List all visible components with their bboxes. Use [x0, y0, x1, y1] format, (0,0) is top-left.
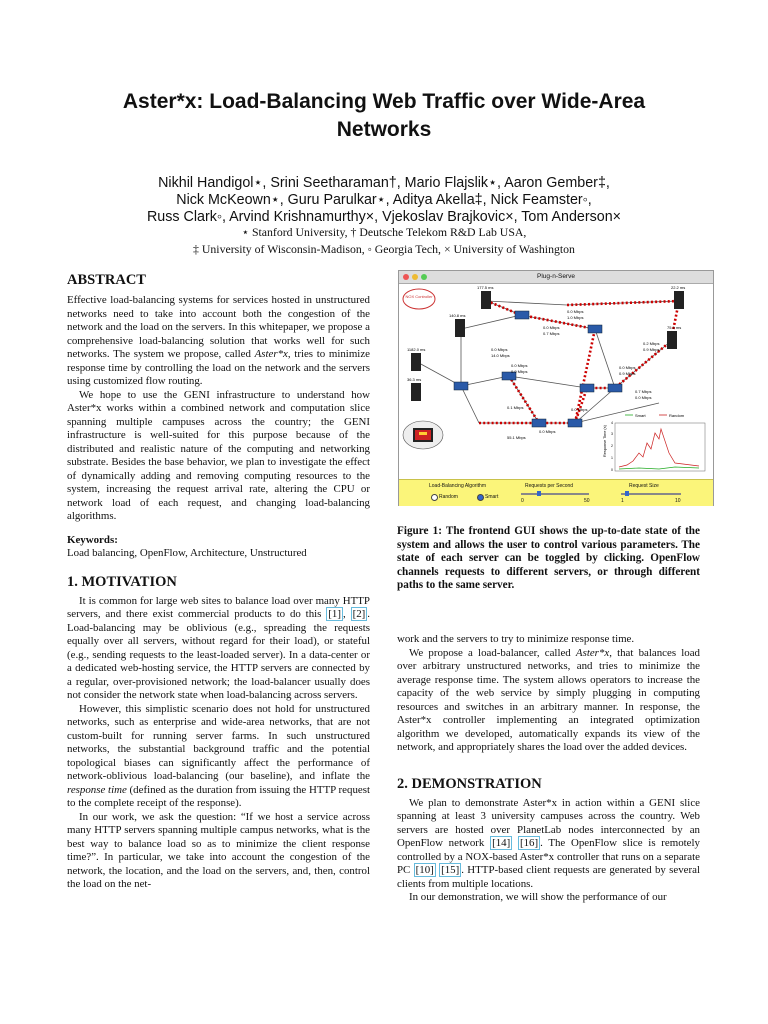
link-label: 0.0 Mbps [635, 395, 652, 400]
motivation-paragraph-3: In our work, we ask the question: “If we host a service across many HTTP servers spanning multiple campus networks, what is the best way to balance load so as to minimize the client response time?”. In particular, we take into account the congestion of the network, the location, and the load on the servers, and, then, control the load on the net- [67, 810, 370, 890]
server-latency: 140.8 ms [449, 313, 466, 318]
motivation-paragraph-2 [67, 703, 370, 811]
server-latency: 36.3 ms [407, 377, 422, 382]
abstract-text: Effective load-balancing systems for services hosted in unstructured networks need to take into account both the congestion of the network and the load on the servers. In this whitepaper, we propose a comprehensive load-balancing solution that works well for such networks. The system we propose, called [67, 294, 370, 360]
server-icon[interactable] [411, 353, 421, 371]
motivation-paragraph-4 [397, 647, 700, 755]
author-line-3: Russ Clark◦, Arvind Krishnamurthy×, Vjekoslav Brajkovic×, Tom Anderson× [146, 209, 622, 225]
y-tick: 0 [611, 468, 613, 472]
abstract-paragraph-2: We hope to use the GENI infrastructure to understand how Aster*x works within a combined network and computation slice spanning multiple campuses across the country; the GENI infrastructure is well-suited for this purpose because of the distributed and realistic nature of the computing and networking substrate. Besides the base behavior, we plan to investigate the effect of dynamically adding and removing computing resources to the system, increasing the request arrival rate, altering the CPU or network load of each request, and changing load-balancing algorithms. [67, 388, 370, 522]
server-latency: 177.5 ms [477, 285, 494, 290]
demonstration-paragraph-1 [397, 797, 700, 892]
y-axis-label: Response Time (s) [603, 425, 607, 457]
link-label: 0.0 Mbps [511, 363, 528, 368]
server-icon[interactable] [667, 331, 677, 349]
motivation-text: It is common for large web sites to balance load over many HTTP servers, and there exist commercial products to do this [67, 594, 370, 620]
abstract-paragraph-1 [67, 294, 370, 389]
affiliation-line-2: ‡ University of Wisconsin-Madison, ◦ Georgia Tech, × University of Washington [193, 242, 575, 256]
citation-link[interactable]: [10] [415, 864, 434, 876]
keywords-label [67, 534, 370, 548]
size-tick: 10 [675, 498, 681, 504]
demo-text: We plan to demonstrate Aster*x in action within a GENI slice spanning at least 3 university campuses across the country. Web servers are hosted over PlanetLab nodes interconnected by an OpenFlow network [397, 796, 700, 849]
control-panel [399, 479, 713, 506]
demonstration-heading: 2. DEMONSTRATION [397, 775, 542, 792]
server-icon[interactable] [674, 291, 684, 309]
openflow-switches [454, 311, 622, 427]
servers [411, 291, 684, 401]
client-icon[interactable] [403, 421, 443, 449]
response-time-chart [603, 413, 705, 472]
demo-text: . The OpenFlow slice is remotely controlled by a NOX-based Aster*x controller that runs on a separate PC [397, 837, 700, 876]
left-column [67, 271, 370, 892]
abstract-text: , tries to minimize response time by controlling the load on the network and the servers using customized flow routing. [67, 348, 370, 387]
random-radio-label: Random [439, 494, 458, 500]
motivation-text: (defined as the duration from issuing the HTTP request to the complete receipt of the response). [67, 783, 370, 809]
link-label: 0.7 Mbps [635, 389, 652, 394]
author-line-1: Nikhil Handigol⋆, Srini Seetharaman†, Mario Flajslik⋆, Aaron Gember‡, [158, 175, 610, 191]
server-latency: 22.2 ms [671, 285, 686, 290]
server-icon[interactable] [455, 319, 465, 337]
requests-slider-handle[interactable] [537, 491, 541, 496]
request-size-slider[interactable] [621, 493, 681, 495]
switch-icon[interactable] [588, 325, 602, 333]
y-tick: 3 [611, 432, 613, 436]
citation-link[interactable]: [16] [519, 837, 539, 849]
motivation-text: . Load-balancing may be oblivious (e.g., spreading the requests equally over all servers, without regard for their load), or stateful (e.g., sending requests to the least-loaded server). In a data-center or a dedicated web-hosting service, the HTTP servers are connected by a regular, over-provisioned network; the load-balancer usually does not consider the network state when load-balancing across servers. [67, 608, 370, 701]
link-label: 0.0 Mbps [571, 407, 588, 412]
link-label: 0.9 Mbps [643, 347, 660, 352]
motivation-text: We propose a load-balancer, called [409, 646, 576, 659]
citation-link[interactable]: [2] [352, 608, 366, 620]
abstract-heading: ABSTRACT [67, 272, 146, 288]
y-tick: 1 [611, 456, 613, 460]
network-diagram [399, 283, 713, 479]
separator: , [342, 608, 351, 620]
title-line-2: Networks [336, 118, 432, 141]
motivation-continuation: work and the servers to try to minimize response time. [397, 633, 635, 645]
motivation-text: , that balances load over arbitrary unstructured networks, and tries to minimize the average response time. The system allows operators to increase the capacity of the web service by simply plugging in computing resources and switches in an arbitrary manner. In response, the Aster*x controller implementing an integrated optimization algorithm we developed, automatically expands its view of the network, and appropriately shares the load over the added devices. [397, 646, 700, 753]
figure-caption: Figure 1: The frontend GUI shows the up-to-date state of the system and allows the user to control various parameters. The state of each server can be toggled by clicking. OpenFlow channels requests to different servers, or through different paths to the same server. [397, 525, 700, 591]
switch-icon[interactable] [568, 419, 582, 427]
motivation-heading: 1. MOTIVATION [67, 573, 177, 590]
citation-link[interactable]: [15] [441, 864, 460, 876]
random-radio[interactable] [431, 494, 438, 501]
algorithm-label: Load-Balancing Algorithm [429, 483, 486, 489]
author-list [0, 175, 768, 226]
link-label: 0.0 Mbps [567, 309, 584, 314]
minimize-icon[interactable] [412, 274, 418, 280]
demonstration-paragraph-2: In our demonstration, we will show the performance of our [409, 891, 667, 903]
switch-icon[interactable] [580, 384, 594, 392]
switch-icon[interactable] [454, 382, 468, 390]
maximize-icon[interactable] [421, 274, 427, 280]
keywords-text: Load balancing, OpenFlow, Architecture, Unstructured [67, 547, 307, 559]
request-size-label: Request Size [629, 483, 659, 489]
link-label: 14.0 Mbps [491, 353, 510, 358]
legend-smart: Smart [635, 413, 646, 418]
link-label: 0.0 Mbps [619, 365, 636, 370]
size-tick: 1 [621, 498, 624, 504]
y-tick: 2 [611, 444, 613, 448]
system-name: Aster*x [254, 348, 288, 360]
legend-random: Random [669, 413, 685, 418]
server-latency: 1182.0 ms [407, 347, 426, 352]
server-icon[interactable] [481, 291, 491, 309]
smart-radio[interactable] [477, 494, 484, 501]
y-tick: 4 [611, 421, 613, 425]
link-label: 55.1 Mbps [507, 435, 526, 440]
affiliations [0, 224, 768, 258]
smart-radio-label: Smart [485, 494, 499, 500]
server-icon[interactable] [411, 383, 421, 401]
link-label: 0.2 Mbps [643, 341, 660, 346]
right-column [397, 633, 700, 905]
link-label: 0.7 Mbps [543, 331, 560, 336]
title-line-1: Aster*x: Load-Balancing Web Traffic over Wide-Area [122, 90, 646, 113]
server-latency: 75.6 ms [667, 325, 682, 330]
close-icon[interactable] [403, 274, 409, 280]
requests-label: Requests per Second [525, 483, 574, 489]
nox-controller-icon [403, 289, 435, 309]
motivation-paragraph-1 [67, 595, 370, 703]
switch-icon[interactable] [515, 311, 529, 319]
citation-link[interactable]: [1] [328, 608, 341, 620]
nox-label: NOX Controller [405, 294, 433, 299]
link-label: 0.0 Mbps [539, 429, 556, 434]
keywords-label-text: Keywords: [67, 533, 118, 546]
link-label: 1.0 Mbps [567, 315, 584, 320]
motivation-text: However, this simplistic scenario does not hold for unstructured networks, such as enterprise and wide-area networks, that are not custom-built for running server farms. In such unstructured networks, the substantial background traffic and the potential topological biases can significantly affect the performance of network-oblivious load-balancing (our baseline), and inflate the [67, 702, 370, 782]
window-title: Plug-n-Serve [537, 273, 575, 280]
link-label: 0.0 Mbps [543, 325, 560, 330]
paper-title [0, 88, 768, 144]
citation-link[interactable]: [14] [492, 837, 511, 849]
affiliation-line-1: ⋆ Stanford University, † Deutsche Telekom R&D Lab USA, [241, 225, 527, 239]
figure-frontend-gui [398, 270, 714, 506]
requests-tick: 0 [521, 498, 524, 504]
requests-slider[interactable] [521, 493, 589, 495]
switch-icon[interactable] [608, 384, 622, 392]
link-label: 0.9 Mbps [511, 369, 528, 374]
emphasis-term: response time [67, 783, 127, 796]
requests-tick: 50 [584, 498, 590, 504]
request-size-slider-handle[interactable] [625, 491, 629, 496]
system-name: Aster*x [575, 646, 610, 659]
link-label: 0.9 Mbps [619, 371, 636, 376]
author-line-2: Nick McKeown⋆, Guru Parulkar⋆, Aditya Akella‡, Nick Feamster◦, [176, 192, 592, 208]
demo-text: . HTTP-based client requests are generated by several clients from multiple locations. [397, 864, 701, 890]
switch-icon[interactable] [532, 419, 546, 427]
link-label: 0.0 Mbps [491, 347, 508, 352]
link-label: 0.1 Mbps [507, 405, 524, 410]
